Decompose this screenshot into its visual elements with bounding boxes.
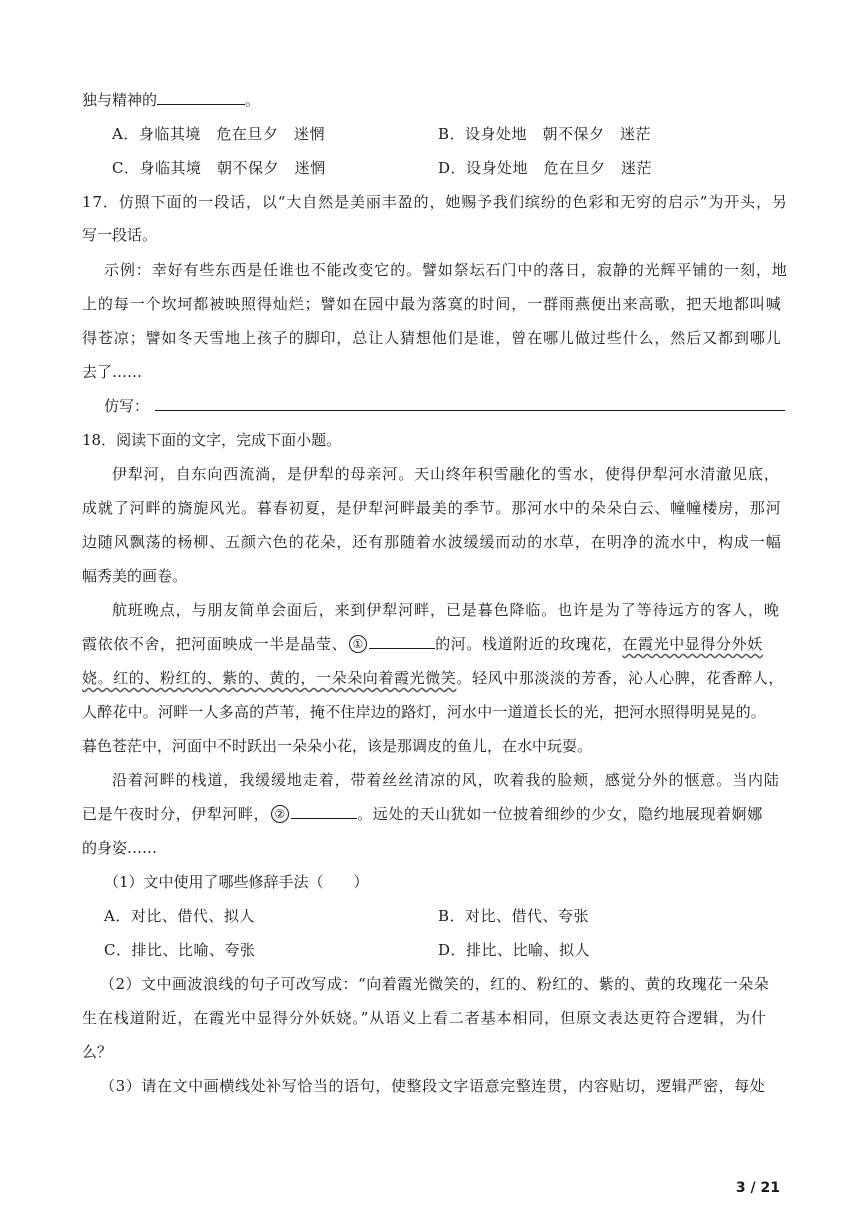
q17-stem-1: 17．仿照下面的一段话，以“大自然是美丽丰盈的，她赐予我们缤纷的色彩和无穷的启示”为开头，另 — [82, 193, 788, 211]
q18-sub1-stem: （1）文中使用了哪些修辞手法（ ） — [104, 873, 369, 891]
q17-imitate-label: 仿写： — [104, 397, 150, 415]
wavy-sentence-part1: 在霞光中显得分外妖 — [622, 635, 763, 653]
q18-p1-line1: 伊犁河，自东向西流淌，是伊犁的母亲河。天山终年积雪融化的雪水，使得伊犁河水清澈见底， — [112, 465, 780, 483]
q18-sub2-line3: 么？ — [82, 1043, 113, 1061]
q16-tail-text: 独与精神的 — [82, 91, 158, 109]
q18-p2-line3-b: 。轻风中那淡淡的芳香，沁人心脾，花香醉人， — [456, 669, 785, 687]
q18-sub2-line1: （2）文中画波浪线的句子可改写成：“向着霞光微笑的，红的、粉红的、紫的、黄的玫瑰花一朵朵 — [100, 975, 770, 993]
q16-tail-line — [82, 90, 260, 110]
q16-tail-end: 。 — [245, 91, 261, 109]
q16-option-a: A．身临其境 危在旦夕 迷惘 — [112, 125, 325, 143]
q17-imitate-line — [104, 396, 785, 416]
q16-option-c: C．身临其境 朝不保夕 迷惘 — [112, 159, 326, 177]
q18-p3-line3: 的身姿…… — [82, 839, 158, 857]
q17-example-3: 得苍凉；譬如冬天雪地上孩子的脚印，总让人猜想他们是谁，曾在哪儿做过些什么，然后又都到哪儿 — [82, 329, 782, 347]
q18-sub3-line1: （3）请在文中画横线处补写恰当的语句，使整段文字语意完整连贯，内容贴切，逻辑严密，每处 — [100, 1077, 766, 1095]
q17-example-4: 去了…… — [82, 363, 143, 381]
blank-marker-2: ② — [271, 805, 289, 823]
q16-option-b: B．设身处地 朝不保夕 迷茫 — [438, 125, 652, 143]
q17-imitate-blank — [155, 396, 785, 411]
q18-p3-line1: 沿着河畔的栈道，我缓缓地走着，带着丝丝清凉的风，吹着我的脸颊，感觉分外的惬意。当内陆 — [112, 771, 780, 789]
blank-marker-1: ① — [349, 635, 367, 653]
q18-p2-line1: 航班晚点，与朋友简单会面后，来到伊犁河畔，已是暮色降临。也许是为了等待远方的客人，晚 — [112, 601, 780, 619]
q18-p3-line2-a: 已是午夜时分，伊犁河畔， — [82, 805, 270, 823]
page-number: 3 / 21 — [735, 1180, 780, 1196]
q18-p2-line2 — [82, 634, 763, 654]
q18-p2-line3 — [82, 668, 784, 688]
blank-1 — [369, 634, 435, 649]
q18-p2-line2-b: 的河。栈道附近的玫瑰花， — [435, 635, 623, 653]
q18-p1-line2: 成就了河畔的旖旎风光。暮春初夏，是伊犁河畔最美的季节。那河水中的朵朵白云、幢幢楼房，那河 — [82, 499, 782, 517]
blank-2 — [291, 804, 357, 819]
q17-example-1: 示例：幸好有些东西是任谁也不能改变它的。譬如祭坛石门中的落日，寂静的光辉平铺的一刻，地 — [104, 261, 788, 279]
q18-sub1-option-c: C．排比、比喻、夸张 — [104, 941, 256, 959]
q17-example-2: 上的每一个坎坷都被映照得灿烂；譬如在园中最为落寞的时间，一群雨燕便出来高歌，把天地都叫喊 — [82, 295, 782, 313]
q18-sub1-option-a: A．对比、借代、拟人 — [104, 907, 255, 925]
q18-p1-line3: 边随风飘荡的杨柳、五颜六色的花朵，还有那随着水波缓缓而动的水草，在明净的流水中，构成一幅 — [82, 533, 782, 551]
q18-p2-line5: 暮色苍茫中，河面中不时跃出一朵朵小花，该是那调皮的鱼儿，在水中玩耍。 — [82, 737, 593, 755]
q18-sub1-option-d: D．排比、比喻、拟人 — [438, 941, 591, 959]
q18-p3-line2-b: 。远处的天山犹如一位披着细纱的少女，隐约地展现着婀娜 — [357, 805, 763, 823]
q16-answer-blank — [157, 90, 245, 105]
q17-stem-2: 写一段话。 — [82, 226, 158, 244]
q18-p1-line4: 幅秀美的画卷。 — [82, 567, 188, 585]
q18-p2-line2-a: 霞依依不舍，把河面映成一半是晶莹、 — [82, 635, 348, 653]
q18-stem: 18．阅读下面的文字，完成下面小题。 — [82, 431, 342, 449]
q18-sub2-line2: 生在栈道附近，在霞光中显得分外妖娆。”从语义上看二者基本相同，但原文表达更符合逻辑，为什 — [82, 1009, 767, 1027]
wavy-sentence-part2: 娆。红的、粉红的、紫的、黄的，一朵朵向着霞光微笑 — [82, 669, 457, 687]
q16-option-d: D．设身处地 危在旦夕 迷茫 — [438, 159, 653, 177]
q18-sub1-option-b: B．对比、借代、夸张 — [438, 907, 590, 925]
q18-p3-line2 — [82, 804, 763, 824]
q18-p2-line4: 人醉花中。河畔一人多高的芦苇，掩不住岸边的路灯，河水中一道道长长的光，把河水照得明晃晃的。 — [82, 703, 767, 721]
